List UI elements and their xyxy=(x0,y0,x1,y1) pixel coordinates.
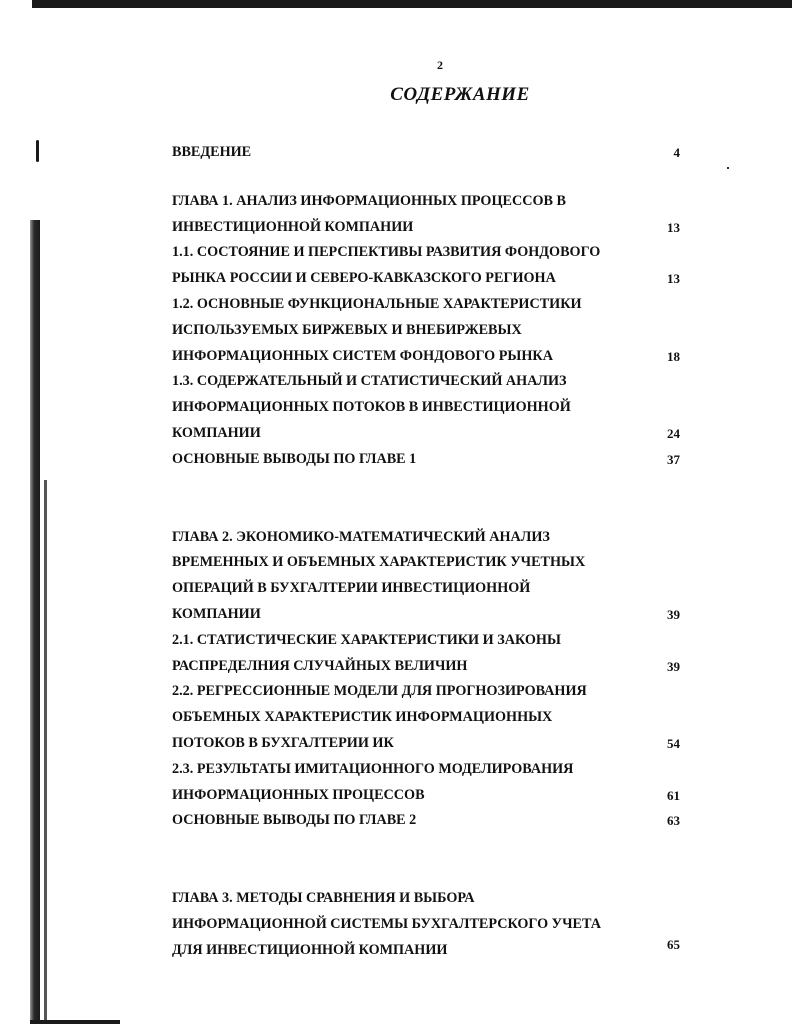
toc-line xyxy=(172,421,692,447)
toc-entry-text: ИНФОРМАЦИОННЫХ СИСТЕМ ФОНДОВОГО РЫНКА xyxy=(172,347,553,364)
toc-entry-text: ИНФОРМАЦИОННЫХ ПРОЦЕССОВ xyxy=(172,786,425,803)
toc-entry-text: 2.3. РЕЗУЛЬТАТЫ ИМИТАЦИОННОГО МОДЕЛИРОВАНИЯ xyxy=(172,760,574,777)
toc-entry-chapter-2 xyxy=(172,525,692,628)
toc-entry-page: 13 xyxy=(667,219,680,235)
toc-line xyxy=(172,266,692,292)
toc-line xyxy=(172,783,692,809)
table-of-contents xyxy=(172,140,692,964)
toc-entry-conclusions-1 xyxy=(172,447,692,473)
toc-line xyxy=(172,576,692,602)
toc-line xyxy=(172,808,692,834)
toc-line xyxy=(172,731,692,757)
toc-line xyxy=(172,344,692,370)
toc-entry-page: 63 xyxy=(667,813,680,829)
toc-line xyxy=(172,628,692,654)
toc-entry-text: 1.3. СОДЕРЖАТЕЛЬНЫЙ И СТАТИСТИЧЕСКИЙ АНАЛИЗ xyxy=(172,373,567,390)
toc-entry-section-2-1 xyxy=(172,628,692,680)
scan-border-left-line xyxy=(44,480,47,1020)
toc-line xyxy=(172,705,692,731)
toc-entry-text: ИНФОРМАЦИОННЫХ ПОТОКОВ В ИНВЕСТИЦИОННОЙ xyxy=(172,399,571,416)
toc-line xyxy=(172,292,692,318)
toc-entry-text: ВРЕМЕННЫХ И ОБЪЕМНЫХ ХАРАКТЕРИСТИК УЧЕТНЫХ xyxy=(172,554,586,571)
page-title: СОДЕРЖАНИЕ xyxy=(390,84,530,105)
toc-entry-page: 24 xyxy=(667,425,680,441)
toc-entry-page: 39 xyxy=(667,606,680,622)
toc-entry-section-2-2 xyxy=(172,679,692,756)
toc-line xyxy=(172,602,692,628)
toc-entry-page: 65 xyxy=(667,936,680,952)
toc-entry-text: ИНФОРМАЦИОННОЙ СИСТЕМЫ БУХГАЛТЕРСКОГО УЧЕТА xyxy=(172,915,601,932)
toc-entry-section-1-1 xyxy=(172,240,692,292)
scan-border-bottom xyxy=(30,1020,120,1024)
toc-line xyxy=(172,369,692,395)
toc-line xyxy=(172,318,692,344)
scan-border-left xyxy=(30,220,40,1024)
toc-line xyxy=(172,679,692,705)
toc-entry-text: ОСНОВНЫЕ ВЫВОДЫ ПО ГЛАВЕ 2 xyxy=(172,812,417,829)
toc-entry-chapter-1 xyxy=(172,189,692,241)
toc-entry-text: 1.1. СОСТОЯНИЕ И ПЕРСПЕКТИВЫ РАЗВИТИЯ ФОНДОВОГО xyxy=(172,244,601,261)
toc-entry-text: КОМПАНИИ xyxy=(172,605,261,622)
toc-line xyxy=(172,395,692,421)
toc-entry-text: 1.2. ОСНОВНЫЕ ФУНКЦИОНАЛЬНЫЕ ХАРАКТЕРИСТИКИ xyxy=(172,295,582,312)
toc-entry-text: ИСПОЛЬЗУЕМЫХ БИРЖЕВЫХ И ВНЕБИРЖЕВЫХ xyxy=(172,321,522,338)
toc-entry-text: ГЛАВА 3. МЕТОДЫ СРАВНЕНИЯ И ВЫБОРА xyxy=(172,890,475,907)
scan-artifact-dot xyxy=(727,167,729,169)
toc-entry-page: 13 xyxy=(667,271,680,287)
toc-entry-text: 2.2. РЕГРЕССИОННЫЕ МОДЕЛИ ДЛЯ ПРОГНОЗИРОВАНИЯ xyxy=(172,683,587,700)
toc-entry-conclusions-2 xyxy=(172,808,692,834)
toc-entry-text: КОМПАНИИ xyxy=(172,424,261,441)
toc-entry-text: 2.1. СТАТИСТИЧЕСКИЕ ХАРАКТЕРИСТИКИ И ЗАКОНЫ xyxy=(172,631,561,648)
toc-line xyxy=(172,938,692,964)
toc-line xyxy=(172,240,692,266)
toc-entry-text: ОПЕРАЦИЙ В БУХГАЛТЕРИИ ИНВЕСТИЦИОННОЙ xyxy=(172,580,531,597)
toc-entry-text: ВВЕДЕНИЕ xyxy=(172,144,252,160)
toc-entry-section-2-3 xyxy=(172,757,692,809)
toc-line xyxy=(172,912,692,938)
toc-line xyxy=(172,654,692,680)
toc-entry-text: ОБЪЕМНЫХ ХАРАКТЕРИСТИК ИНФОРМАЦИОННЫХ xyxy=(172,709,553,726)
toc-entry-introduction xyxy=(172,140,692,166)
toc-entry-section-1-2 xyxy=(172,292,692,369)
toc-entry-page: 61 xyxy=(667,787,680,803)
toc-entry-page: 18 xyxy=(667,348,680,364)
page-number: 2 xyxy=(437,58,443,72)
toc-entry-chapter-3 xyxy=(172,886,692,963)
toc-line xyxy=(172,140,692,166)
toc-line xyxy=(172,757,692,783)
toc-entry-page: 37 xyxy=(667,451,680,467)
scan-artifact-mark xyxy=(36,140,39,162)
toc-entry-text: РЫНКА РОССИИ И СЕВЕРО-КАВКАЗСКОГО РЕГИОНА xyxy=(172,270,556,287)
toc-entry-page: 39 xyxy=(667,658,680,674)
toc-entry-text: ГЛАВА 1. АНАЛИЗ ИНФОРМАЦИОННЫХ ПРОЦЕССОВ В xyxy=(172,192,566,209)
toc-line xyxy=(172,447,692,473)
toc-line xyxy=(172,886,692,912)
toc-entry-section-1-3 xyxy=(172,369,692,446)
toc-line xyxy=(172,550,692,576)
toc-entry-text: ОСНОВНЫЕ ВЫВОДЫ ПО ГЛАВЕ 1 xyxy=(172,450,417,467)
toc-entry-text: ДЛЯ ИНВЕСТИЦИОННОЙ КОМПАНИИ xyxy=(172,941,448,958)
toc-entry-page: 54 xyxy=(667,735,680,751)
toc-entry-text: ГЛАВА 2. ЭКОНОМИКО-МАТЕМАТИЧЕСКИЙ АНАЛИЗ xyxy=(172,528,550,545)
toc-entry-page: 4 xyxy=(673,145,680,160)
toc-line xyxy=(172,525,692,551)
scan-border-top xyxy=(32,0,792,8)
toc-entry-text: ПОТОКОВ В БУХГАЛТЕРИИ ИК xyxy=(172,734,394,751)
toc-entry-text: ИНВЕСТИЦИОННОЙ КОМПАНИИ xyxy=(172,218,414,235)
toc-line xyxy=(172,189,692,215)
toc-entry-text: РАСПРЕДЕЛНИЯ СЛУЧАЙНЫХ ВЕЛИЧИН xyxy=(172,657,468,674)
toc-line xyxy=(172,215,692,241)
